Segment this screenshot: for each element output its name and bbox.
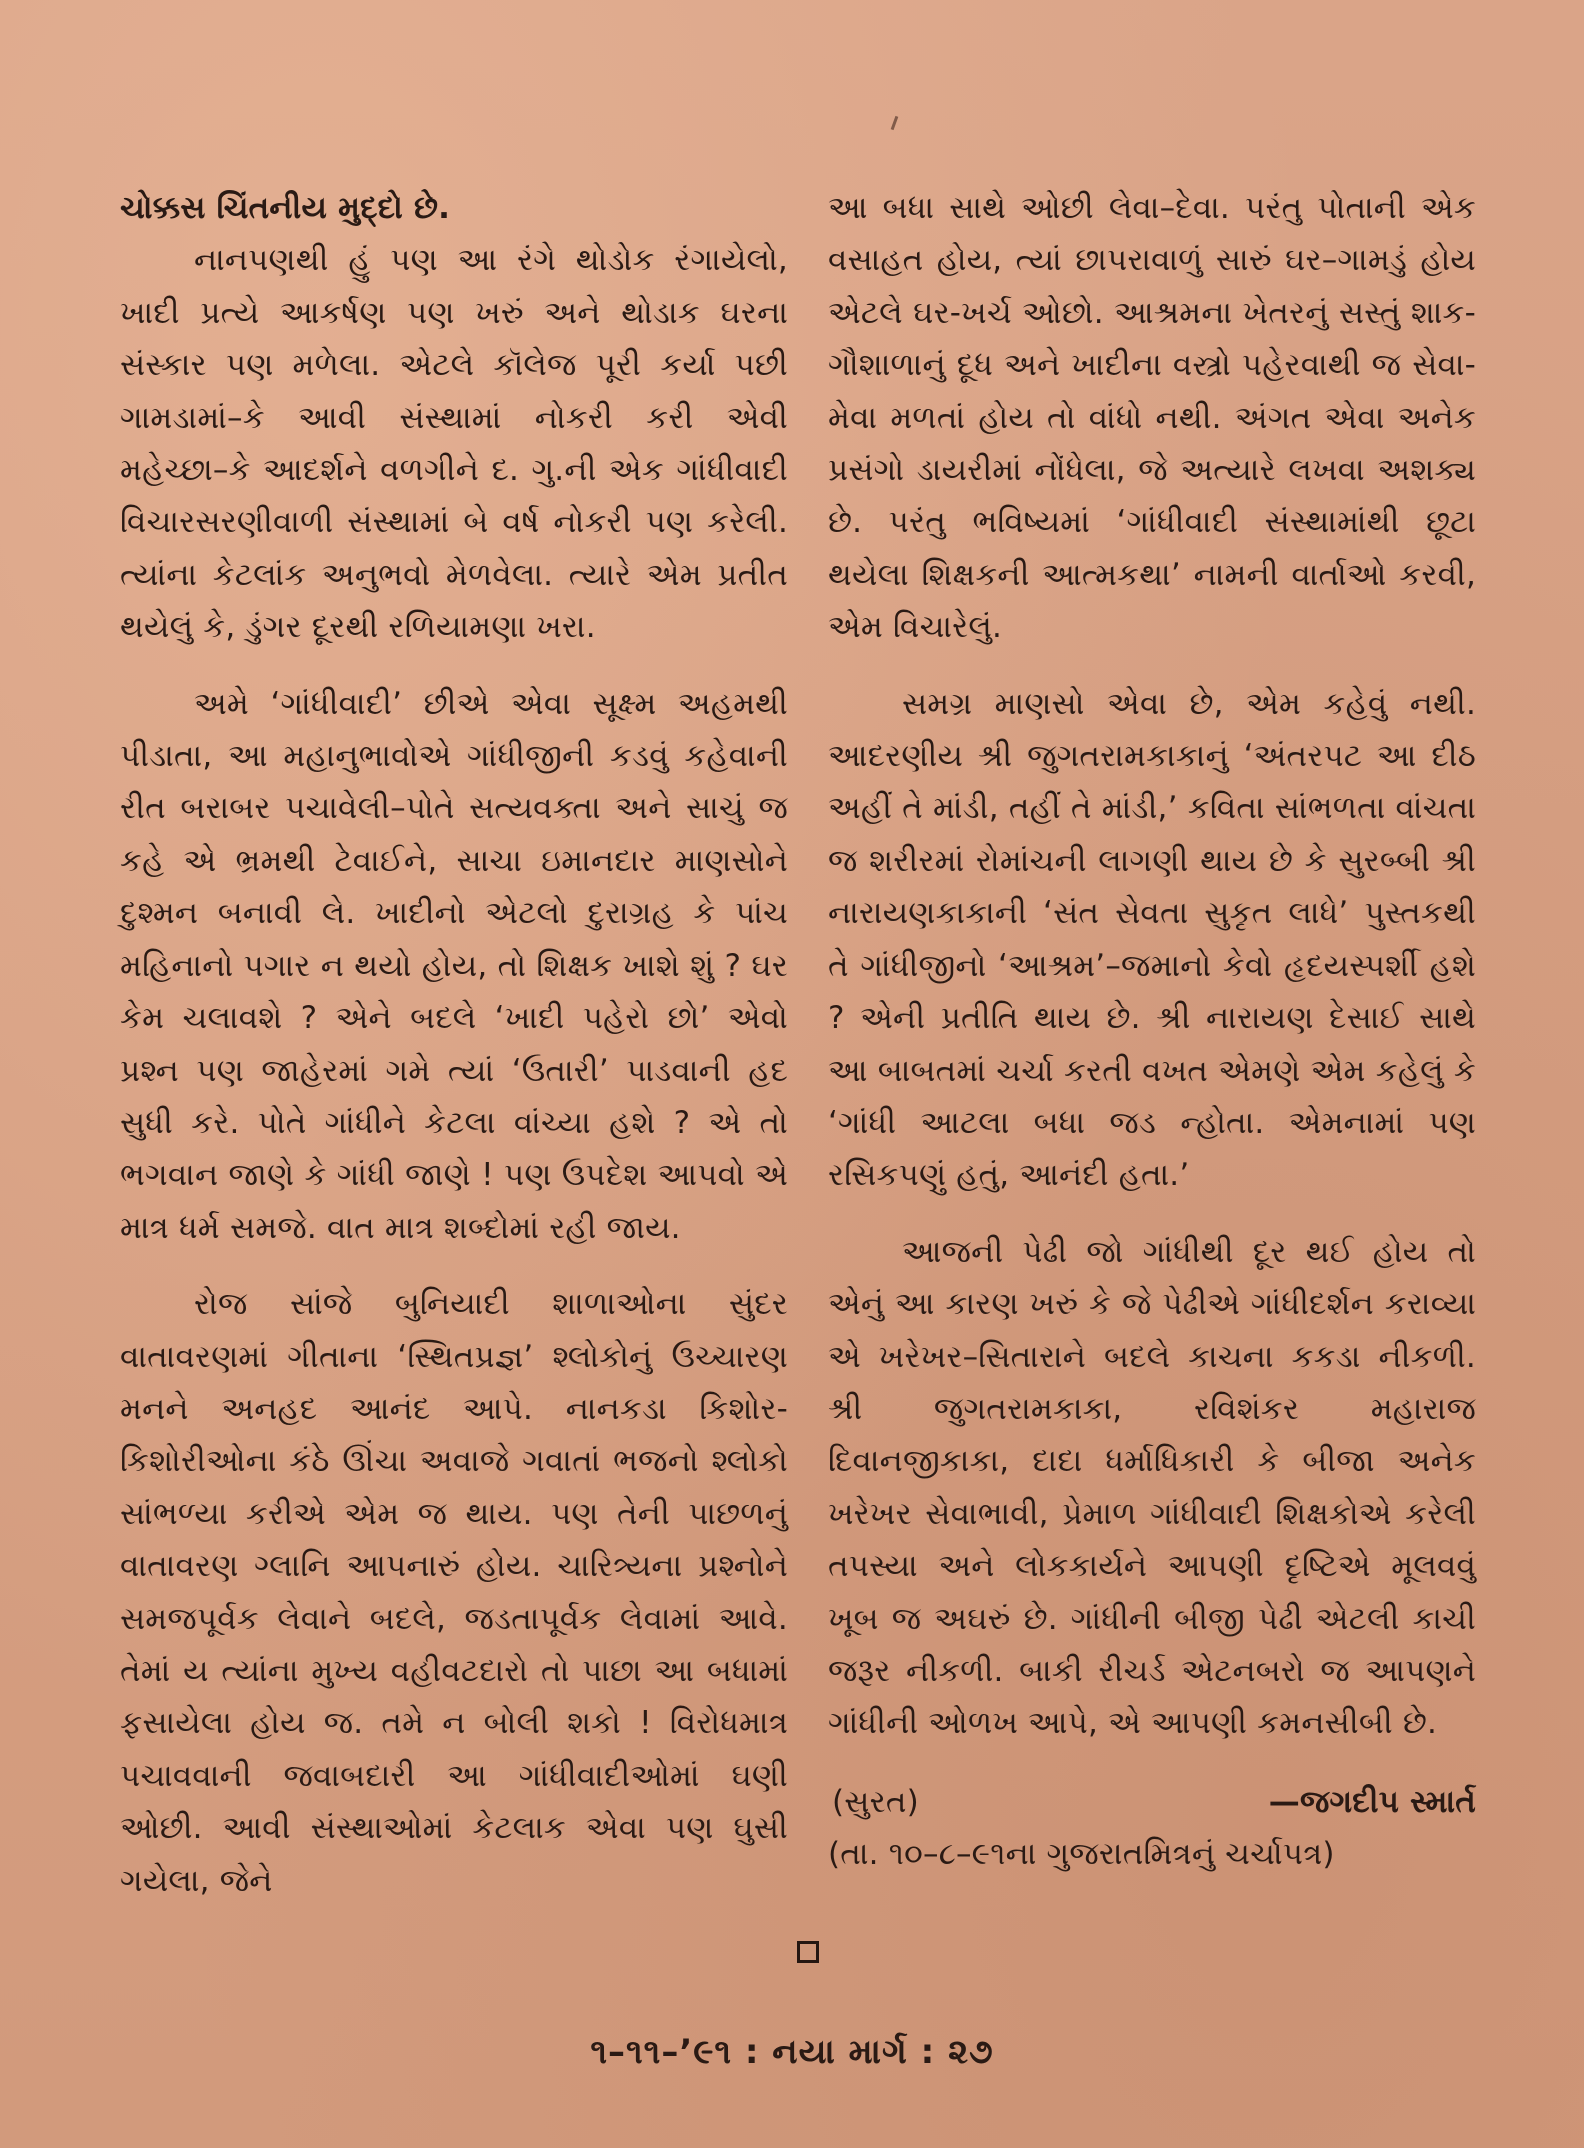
paragraph: આજની પેઢી જો ગાંધીથી દૂર થઈ હોય તો એનું આ કારણ ખરું કે જે પેઢીએ ગાંધીદર્શન કરાવ્યા એ ખરેખર–સિતારાને બદલે કાચના કકડા નીકળી. શ્રી જુગતરામકાકા, રવિશંકર મહારાજ દિવાનજીકાકા, દાદા ધર્માધિકારી કે બીજા અનેક ખરેખર સેવાભાવી, પ્રેમાળ ગાંધીવાદી શિક્ષકોએ કરેલી તપસ્યા અને લોકકાર્યને આપણી દૃષ્ટિએ મૂલવવું ખૂબ જ અઘરું છે. ગાંધીની બીજી પેઢી એટલી કાચી જરૂર નીકળી. બાકી રીચર્ડ એટનબરો જ આપણને ગાંધીની ઓળખ આપે, એ આપણી કમનસીબી છે.: [828, 1233, 1476, 1742]
paragraph: આ બધા સાથે ઓછી લેવા–દેવા. પરંતુ પોતાની એક વસાહત હોય, ત્યાં છાપરાવાળું સારું ઘર–ગામડું હોય એટલે ઘર-ખર્ચ ઓછો. આશ્રમના ખેતરનું સસ્તું શાક-ગૌશાળાનું દૂધ અને ખાદીના વસ્ત્રો પહેરવાથી જ સેવા-મેવા મળતાં હોય તો વાંધો નથી. અંગત એવા અનેક પ્રસંગો ડાયરીમાં નોંધેલા, જે અત્યારે લખવા અશક્ય છે. પરંતુ ભવિષ્યમાં ‘ગાંધીવાદી સંસ્થામાંથી છૂટા થયેલા શિક્ષકની આત્મકથા’ નામની વાર્તાઓ કરવી, એમ વિચારેલું.: [828, 190, 1476, 646]
right-column: [828, 182, 1476, 1881]
print-speck: [891, 116, 899, 130]
author-name: —જગદીપ સ્માર્ત: [1268, 1783, 1476, 1820]
signature-row: [828, 1776, 1476, 1828]
left-column: [120, 182, 788, 1907]
paragraph: નાનપણથી હું પણ આ રંગે થોડોક રંગાયેલો, ખાદી પ્રત્યે આકર્ષણ પણ ખરું અને થોડાક ઘરના સંસ્કાર પણ મળેલા. એટલે કૉલેજ પૂરી કર્યા પછી ગામડામાં–કે આવી સંસ્થામાં નોકરી કરી એવી મહેચ્છા–કે આદર્શને વળગીને દ. ગુ.ની એક ગાંધીવાદી વિચારસરણીવાળી સંસ્થામાં બે વર્ષ નોકરી પણ કરેલી. ત્યાંના કેટલાંક અનુભવો મેળવેલા. ત્યારે એમ પ્રતીત થયેલું કે, ડુંગર દૂરથી રળિયામણા ખરા.: [120, 242, 788, 646]
paragraph: અમે ‘ગાંધીવાદી’ છીએ એવા સૂક્ષ્મ અહમથી પીડાતા, આ મહાનુભાવોએ ગાંધીજીની કડવું કહેવાની રીત બરાબર પચાવેલી–પોતે સત્યવક્તા અને સાચું જ કહે એ ભ્રમથી ટેવાઈને, સાચા ઇમાનદાર માણસોને દુશ્મન બનાવી લે. ખાદીનો એટલો દુરાગ્રહ કે પાંચ મહિનાનો પગાર ન થયો હોય, તો શિક્ષક ખાશે શું ? ઘર કેમ ચલાવશે ? એને બદલે ‘ખાદી પહેરો છો’ એવો પ્રશ્ન પણ જાહેરમાં ગમે ત્યાં ‘ઉતારી’ પાડવાની હદ સુધી કરે. પોતે ગાંધીને કેટલા વાંચ્યા હશે ? એ તો ભગવાન જાણે કે ગાંધી જાણે ! પણ ઉપદેશ આપવો એ માત્ર ધર્મ સમજે. વાત માત્ર શબ્દોમાં રહી જાય.: [120, 685, 788, 1246]
end-of-article-mark: [797, 1941, 819, 1963]
place-name: (સુરત): [832, 1783, 919, 1820]
page-footer: ૧–૧૧–’૯૧ : નયા માર્ગ : ૨૭: [590, 2032, 994, 2072]
source-note: (તા. ૧૦–૮–૯૧ના ગુજરાતમિત્રનું ચર્ચાપત્ર): [828, 1836, 1335, 1873]
continued-line: ચોક્કસ ચિંતનીય મુદ્દો છે.: [120, 190, 451, 226]
paragraph: રોજ સાંજે બુનિયાદી શાળાઓના સુંદર વાતાવરણમાં ગીતાના ‘સ્થિતપ્રજ્ઞ’ શ્લોકોનું ઉચ્ચારણ મનને અનહદ આનંદ આપે. નાનકડા કિશોર-કિશોરીઓના કંઠે ઊંચા અવાજે ગવાતાં ભજનો શ્લોકો સાંભળ્યા કરીએ એમ જ થાય. પણ તેની પાછળનું વાતાવરણ ગ્લાનિ આપનારું હોય. ચારિત્ર્યના પ્રશ્નોને સમજપૂર્વક લેવાને બદલે, જડતાપૂર્વક લેવામાં આવે. તેમાં ય ત્યાંના મુખ્ય વહીવટદારો તો પાછા આ બધામાં ફસાયેલા હોય જ. તમે ન બોલી શકો ! વિરોધમાત્ર પચાવવાની જવાબદારી આ ગાંધીવાદીઓમાં ઘણી ઓછી. આવી સંસ્થાઓમાં કેટલાક એવા પણ ઘુસી ગયેલા, જેને: [120, 1286, 788, 1899]
paragraph: સમગ્ર માણસો એવા છે, એમ કહેવું નથી. આદરણીય શ્રી જુગતરામકાકાનું ‘અંતરપટ આ દીઠ અહીં તે માંડી, તહીં તે માંડી,’ કવિતા સાંભળતા વાંચતા જ શરીરમાં રોમાંચની લાગણી થાય છે કે સુરબ્બી શ્રી નારાયણકાકાની ‘સંત સેવતા સુકૃત લાધે’ પુસ્તકથી તે ગાંધીજીનો ‘આશ્રમ’–જમાનો કેવો હૃદયસ્પર્શી હશે ? એની પ્રતીતિ થાય છે. શ્રી નારાયણ દેસાઈ સાથે આ બાબતમાં ચર્ચા કરતી વખત એમણે એમ કહેલું કે ‘ગાંધી આટલા બધા જડ ન્હોતા. એમનામાં પણ રસિકપણું હતું, આનંદી હતા.’: [828, 685, 1476, 1194]
